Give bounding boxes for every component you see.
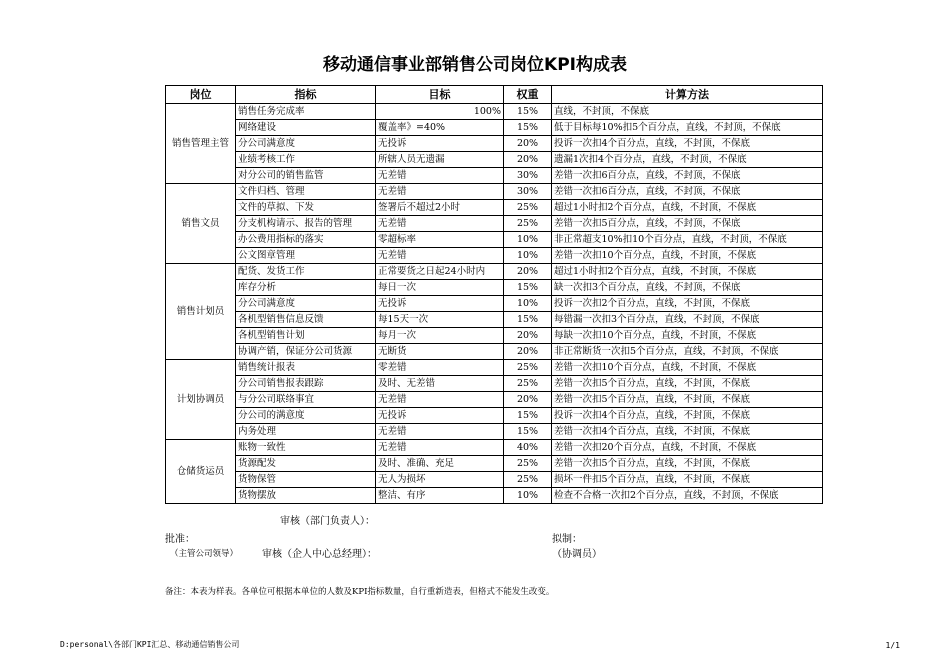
table-row [166,136,823,152]
weight-cell: 15% [504,120,552,136]
table-row [166,488,823,504]
weight-cell: 10% [504,248,552,264]
target-cell: 无差错 [376,184,504,200]
header-indicator: 指标 [236,86,376,104]
method-cell: 差错一次扣5个百分点，直线，不封顶，不保底 [552,392,823,408]
method-cell: 缺一次扣3个百分点，直线，不封顶，不保底 [552,280,823,296]
method-cell: 差错一次扣6百分点，直线，不封顶，不保底 [552,184,823,200]
method-cell: 差错一次扣5百分点，直线，不封顶，不保底 [552,216,823,232]
indicator-cell: 货物保管 [236,472,376,488]
table-row [166,168,823,184]
indicator-cell: 销售任务完成率 [236,104,376,120]
method-cell: 直线，不封顶，不保底 [552,104,823,120]
approve-label: 批准： [165,534,195,545]
indicator-cell: 业绩考核工作 [236,152,376,168]
target-cell: 无投诉 [376,136,504,152]
table-row [166,280,823,296]
table-row [166,216,823,232]
target-cell: 覆盖率》=40% [376,120,504,136]
weight-cell: 20% [504,392,552,408]
method-cell: 超过1小时扣2个百分点，直线，不封顶，不保底 [552,200,823,216]
method-cell: 差错一次扣6百分点，直线，不封顶，不保底 [552,168,823,184]
indicator-cell: 库存分析 [236,280,376,296]
method-cell: 投诉一次扣4个百分点，直线，不封顶，不保底 [552,408,823,424]
weight-cell: 10% [504,296,552,312]
method-cell: 非正常断货一次扣5个百分点，直线，不封顶，不保底 [552,344,823,360]
weight-cell: 20% [504,328,552,344]
target-cell: 无断货 [376,344,504,360]
weight-cell: 20% [504,152,552,168]
method-cell: 投诉一次扣2个百分点，直线，不封顶，不保底 [552,296,823,312]
table-body [166,104,823,504]
target-cell: 无差错 [376,440,504,456]
method-cell: 差错一次扣4个百分点，直线，不封顶，不保底 [552,424,823,440]
table-row [166,232,823,248]
method-cell: 超过1小时扣2个百分点，直线，不封顶，不保底 [552,264,823,280]
target-cell: 整洁、有序 [376,488,504,504]
weight-cell: 30% [504,184,552,200]
table-row [166,120,823,136]
indicator-cell: 分公司的满意度 [236,408,376,424]
method-cell: 差错一次扣10个百分点，直线，不封顶，不保底 [552,360,823,376]
indicator-cell: 协调产销，保证分公司货源 [236,344,376,360]
target-cell: 每月一次 [376,328,504,344]
table-row [166,360,823,376]
table-row [166,408,823,424]
method-cell: 投诉一次扣4个百分点，直线，不封顶，不保底 [552,136,823,152]
target-cell: 每15天一次 [376,312,504,328]
weight-cell: 25% [504,200,552,216]
position-cell: 销售计划员 [166,264,236,360]
target-cell: 无投诉 [376,408,504,424]
header-method: 计算方法 [552,86,823,104]
weight-cell: 15% [504,408,552,424]
target-cell: 无差错 [376,168,504,184]
table-row [166,392,823,408]
weight-cell: 30% [504,168,552,184]
target-cell: 100% [376,104,504,120]
indicator-cell: 与分公司联络事宜 [236,392,376,408]
weight-cell: 25% [504,456,552,472]
remark-note: 备注：本表为样表。各单位可根据本单位的人数及KPI指标数量，自行重新造表，但格式不能发生改变。 [165,587,555,597]
indicator-cell: 分支机构请示、报告的管理 [236,216,376,232]
indicator-cell: 各机型销售计划 [236,328,376,344]
table-row [166,472,823,488]
table-row [166,344,823,360]
table-row [166,152,823,168]
target-cell: 零超标率 [376,232,504,248]
table-header-row [166,86,823,104]
method-cell: 损坏一件扣5个百分点，直线，不封顶，不保底 [552,472,823,488]
indicator-cell: 内务处理 [236,424,376,440]
method-cell: 非正常超支10%扣10个百分点，直线，不封顶，不保底 [552,232,823,248]
method-cell: 每缺一次扣10个百分点，直线，不封顶，不保底 [552,328,823,344]
target-cell: 零差错 [376,360,504,376]
target-cell: 每日一次 [376,280,504,296]
target-cell: 无差错 [376,424,504,440]
target-cell: 无差错 [376,248,504,264]
target-cell: 签署后不超过2小时 [376,200,504,216]
footer-page-number: 1/1 [885,641,900,650]
indicator-cell: 货源配发 [236,456,376,472]
indicator-cell: 分公司销售报表跟踪 [236,376,376,392]
position-cell: 销售文员 [166,184,236,264]
position-cell: 销售管理主管 [166,104,236,184]
indicator-cell: 文件归档、管理 [236,184,376,200]
indicator-cell: 分公司满意度 [236,136,376,152]
target-cell: 无差错 [376,392,504,408]
indicator-cell: 办公费用指标的落实 [236,232,376,248]
approve-note: （主管公司领导） [170,549,239,559]
position-cell: 计划协调员 [166,360,236,440]
header-target: 目标 [376,86,504,104]
method-cell: 检查不合格一次扣2个百分点，直线，不封顶，不保底 [552,488,823,504]
indicator-cell: 公文图章管理 [236,248,376,264]
weight-cell: 15% [504,312,552,328]
weight-cell: 15% [504,424,552,440]
target-cell: 无差错 [376,216,504,232]
weight-cell: 25% [504,472,552,488]
table-row [166,424,823,440]
weight-cell: 20% [504,136,552,152]
target-cell: 及时、准确、充足 [376,456,504,472]
indicator-cell: 销售统计报表 [236,360,376,376]
weight-cell: 10% [504,232,552,248]
table-row [166,328,823,344]
indicator-cell: 网络建设 [236,120,376,136]
prepare-label: 拟制： [552,534,582,545]
weight-cell: 25% [504,376,552,392]
header-position: 岗位 [166,86,236,104]
target-cell: 无投诉 [376,296,504,312]
method-cell: 差错一次扣10个百分点，直线，不封顶，不保底 [552,248,823,264]
prepare-note: （协调员） [552,549,602,560]
weight-cell: 15% [504,280,552,296]
table-row [166,248,823,264]
weight-cell: 20% [504,264,552,280]
weight-cell: 20% [504,344,552,360]
table-row [166,296,823,312]
target-cell: 正常要货之日起24小时内 [376,264,504,280]
indicator-cell: 对分公司的销售监管 [236,168,376,184]
method-cell: 差错一次扣5个百分点，直线，不封顶，不保底 [552,376,823,392]
method-cell: 差错一次扣5个百分点，直线，不封顶，不保底 [552,456,823,472]
indicator-cell: 配货、发货工作 [236,264,376,280]
page-title: 移动通信事业部销售公司岗位KPI构成表 [323,55,627,75]
method-cell: 差错一次扣20个百分点，直线，不封顶，不保底 [552,440,823,456]
review-center-label: 审核（企人中心总经理）： [262,549,377,560]
target-cell: 及时、无差错 [376,376,504,392]
weight-cell: 40% [504,440,552,456]
table-row [166,312,823,328]
weight-cell: 25% [504,360,552,376]
target-cell: 无人为损坏 [376,472,504,488]
weight-cell: 15% [504,104,552,120]
indicator-cell: 各机型销售信息反馈 [236,312,376,328]
header-weight: 权重 [504,86,552,104]
weight-cell: 10% [504,488,552,504]
weight-cell: 25% [504,216,552,232]
kpi-table [165,85,823,504]
footer-path: D:personal\各部门KPI汇总、移动通信销售公司 [60,640,240,649]
table-row [166,376,823,392]
table-row [166,440,823,456]
table-row [166,200,823,216]
table-row [166,264,823,280]
indicator-cell: 文件的草拟、下发 [236,200,376,216]
target-cell: 所辖人员无遗漏 [376,152,504,168]
indicator-cell: 账物一致性 [236,440,376,456]
method-cell: 低于目标每10%扣5个百分点，直线，不封顶，不保底 [552,120,823,136]
indicator-cell: 货物摆放 [236,488,376,504]
method-cell: 遗漏1次扣4个百分点，直线，不封顶，不保底 [552,152,823,168]
method-cell: 每错漏一次扣3个百分点，直线，不封顶，不保底 [552,312,823,328]
position-cell: 仓储货运员 [166,440,236,504]
review-dept-label: 审核（部门负责人）： [280,516,375,527]
indicator-cell: 分公司满意度 [236,296,376,312]
table-row [166,104,823,120]
table-row [166,456,823,472]
table-row [166,184,823,200]
